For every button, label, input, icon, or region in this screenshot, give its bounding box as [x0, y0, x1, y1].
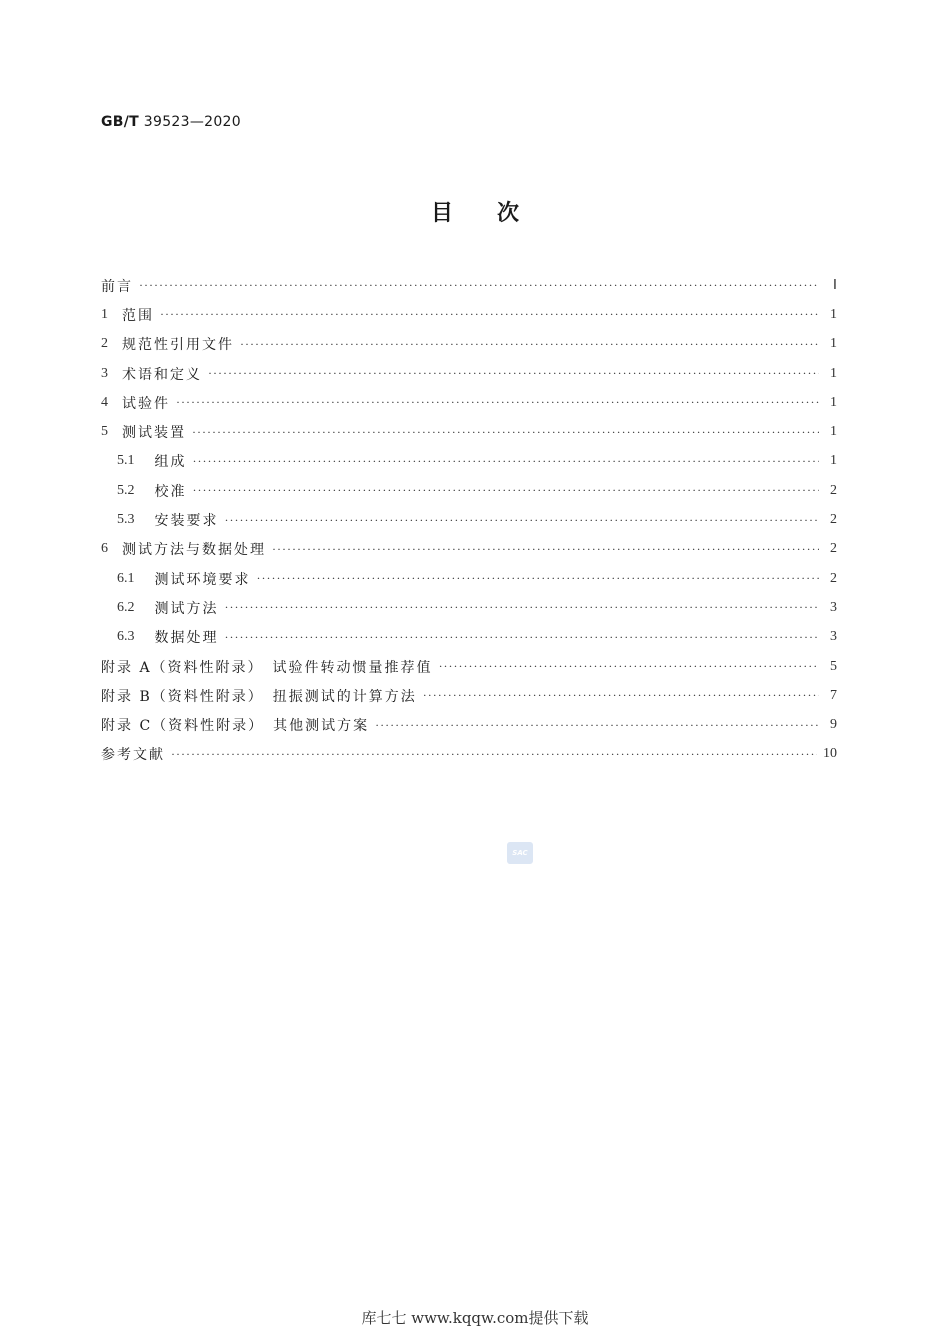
toc-entry-number: 3 — [101, 365, 108, 381]
toc-entry-number: 2 — [101, 336, 108, 352]
toc-entry-page: Ⅰ — [832, 278, 837, 294]
toc-entry-number: 6.2 — [117, 599, 135, 615]
toc-entry-number: 5.1 — [117, 453, 135, 469]
toc-entry[interactable] — [101, 593, 837, 622]
toc-entry-label: 测试环境要求 — [154, 571, 251, 588]
toc-leader-dots — [375, 718, 819, 733]
toc-entry-label: 附录 B（资料性附录） 扭振测试的计算方法 — [101, 688, 417, 705]
toc-entry-label: 校准 — [154, 483, 187, 500]
toc-entry-label: 附录 C（资料性附录） 其他测试方案 — [101, 718, 370, 735]
toc-entry[interactable] — [101, 447, 837, 476]
toc-entry-page: 5 — [830, 658, 837, 674]
toc-entry-label: 附录 A（资料性附录） 试验件转动惯量推荐值 — [101, 659, 433, 676]
toc-leader-dots — [439, 659, 819, 674]
table-of-contents — [101, 271, 837, 769]
toc-entry[interactable] — [101, 359, 837, 388]
toc-entry-page: 3 — [830, 629, 837, 645]
toc-entry-page: 2 — [830, 482, 837, 498]
toc-leader-dots — [225, 600, 820, 615]
toc-entry-number: 6.1 — [117, 570, 135, 586]
toc-entry[interactable] — [101, 476, 837, 505]
toc-entry-page: 1 — [830, 365, 837, 381]
page-title: 目 次 — [430, 201, 519, 226]
toc-leader-dots — [171, 747, 817, 762]
toc-leader-dots — [176, 395, 819, 410]
standard-prefix: GB/T — [101, 114, 140, 130]
footer-text: 库七七 www.kqqw.com提供下载 — [361, 1309, 589, 1327]
toc-leader-dots — [423, 688, 819, 703]
toc-entry-label: 参考文献 — [101, 747, 165, 764]
toc-leader-dots — [225, 630, 820, 645]
toc-entry-label: 组成 — [154, 454, 187, 471]
toc-entry-number: 5 — [101, 424, 108, 440]
toc-entry-page: 1 — [830, 394, 837, 410]
toc-leader-dots — [193, 454, 820, 469]
toc-entry[interactable] — [101, 740, 837, 769]
standard-number: 39523—2020 — [143, 114, 241, 130]
toc-entry-number: 1 — [101, 306, 108, 322]
toc-entry-label: 测试装置 — [122, 425, 186, 442]
toc-entry[interactable] — [101, 710, 837, 739]
toc-entry-page: 2 — [830, 570, 837, 586]
toc-entry[interactable] — [101, 271, 837, 300]
toc-entry-page: 7 — [830, 687, 837, 703]
toc-entry[interactable] — [101, 417, 837, 446]
toc-entry-page: 10 — [823, 746, 837, 762]
toc-entry[interactable] — [101, 300, 837, 329]
toc-entry-page: 2 — [830, 541, 837, 557]
toc-leader-dots — [192, 425, 819, 440]
sac-logo: SAC — [507, 842, 533, 864]
toc-entry-page: 1 — [830, 306, 837, 322]
toc-leader-dots — [139, 278, 819, 293]
toc-entry-label: 测试方法与数据处理 — [122, 542, 266, 559]
toc-leader-dots — [193, 483, 820, 498]
toc-entry-label: 试验件 — [122, 395, 170, 412]
toc-entry-label: 术语和定义 — [122, 366, 202, 383]
toc-entry-number: 5.3 — [117, 512, 135, 528]
toc-leader-dots — [160, 307, 819, 322]
toc-entry-page: 1 — [830, 336, 837, 352]
toc-entry-label: 安装要求 — [154, 513, 219, 530]
toc-leader-dots — [240, 337, 819, 352]
toc-entry-number: 4 — [101, 394, 108, 410]
toc-entry[interactable] — [101, 505, 837, 534]
toc-entry-label: 范围 — [122, 307, 154, 324]
toc-entry-page: 9 — [830, 717, 837, 733]
toc-entry[interactable] — [101, 681, 837, 710]
toc-leader-dots — [257, 571, 820, 586]
toc-entry-number: 6.3 — [117, 629, 135, 645]
toc-entry[interactable] — [101, 330, 837, 359]
toc-entry[interactable] — [101, 623, 837, 652]
toc-leader-dots — [208, 366, 819, 381]
toc-entry[interactable] — [101, 388, 837, 417]
toc-entry-label: 前言 — [101, 278, 133, 295]
toc-entry[interactable] — [101, 564, 837, 593]
toc-entry-label: 测试方法 — [154, 600, 219, 617]
toc-leader-dots — [225, 513, 820, 528]
toc-entry-label: 规范性引用文件 — [122, 337, 234, 354]
toc-entry-page: 3 — [830, 599, 837, 615]
toc-entry-number: 6 — [101, 541, 108, 557]
toc-entry[interactable] — [101, 652, 837, 681]
toc-leader-dots — [272, 542, 819, 557]
standard-code — [101, 114, 241, 130]
toc-entry-page: 1 — [830, 424, 837, 440]
toc-entry-number: 5.2 — [117, 482, 135, 498]
toc-entry-label: 数据处理 — [154, 630, 219, 647]
toc-entry-page: 2 — [830, 512, 837, 528]
toc-entry-page: 1 — [830, 453, 837, 469]
toc-entry[interactable] — [101, 535, 837, 564]
